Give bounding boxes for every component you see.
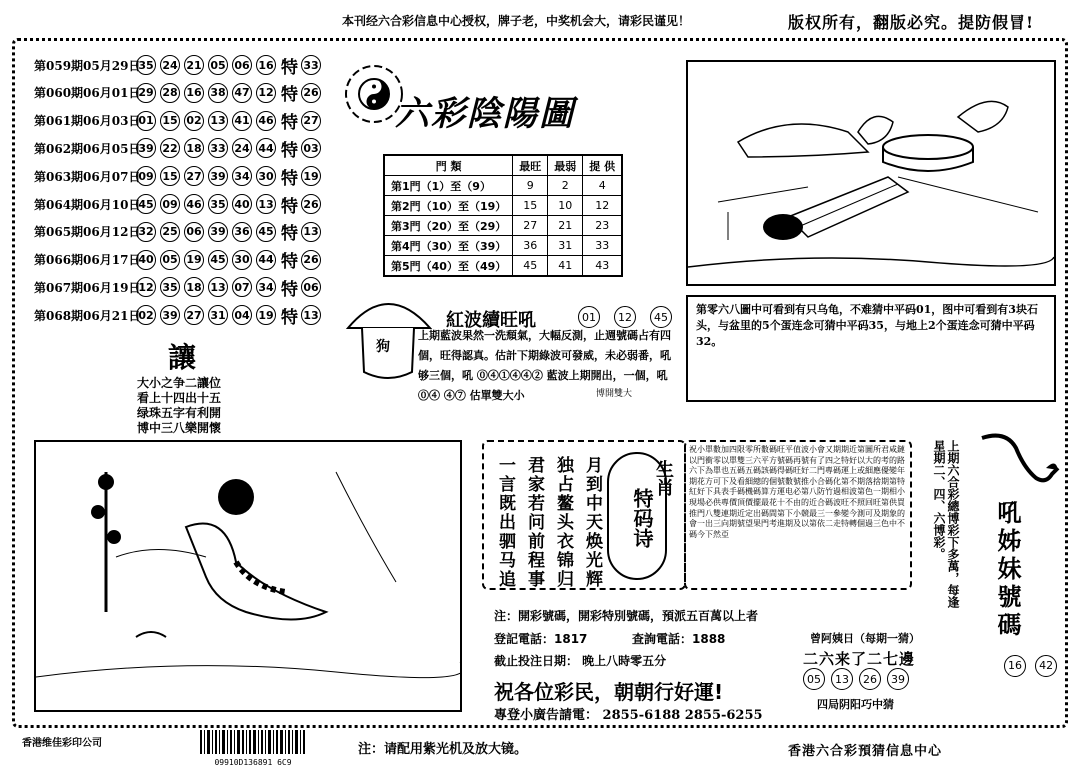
special-number-ball: 26 xyxy=(301,250,321,270)
number-ball: 39 xyxy=(160,305,180,325)
reward-note: 上期六合彩總博彩下多萬，每逢星期二、四、六博彩。 xyxy=(932,440,960,608)
number-ball: 21 xyxy=(184,55,204,75)
number-ball: 45 xyxy=(208,250,228,270)
number-ball: 02 xyxy=(184,111,204,131)
number-ball: 39 xyxy=(136,138,156,158)
draw-row xyxy=(34,54,325,76)
draw-row xyxy=(34,110,325,132)
special-code-poem-label: 特码诗 xyxy=(630,488,654,548)
sister-numbers-title: 吼姊妹號碼 xyxy=(993,500,1022,640)
door-max: 36 xyxy=(513,236,548,256)
guess-footnote: 四局阴阳巧中猜 xyxy=(817,698,894,711)
number-ball: 13 xyxy=(208,277,228,297)
special-label: 特 xyxy=(281,140,298,161)
number-ball: 36 xyxy=(232,222,252,242)
sister-balls xyxy=(1004,654,1061,681)
number-ball: 30 xyxy=(232,250,252,270)
number-ball: 13 xyxy=(208,111,228,131)
number-ball: 06 xyxy=(184,222,204,242)
barcode xyxy=(198,730,308,767)
draw-period: 第066期06月17日 xyxy=(34,253,141,268)
draw-note: 注：開彩號碼，開彩特別號碼，預派五百萬以上者 xyxy=(494,609,759,623)
number-ball: 44 xyxy=(256,138,276,158)
draw-row xyxy=(34,249,325,271)
special-label: 特 xyxy=(281,57,298,78)
number-ball: 02 xyxy=(136,305,156,325)
door-min: 2 xyxy=(548,176,583,196)
number-ball: 29 xyxy=(136,83,156,103)
draw-period: 第065期06月12日 xyxy=(34,225,141,240)
number-ball: 45 xyxy=(136,194,156,214)
door-offer: 23 xyxy=(583,216,622,236)
draw-period: 第061期06月03日 xyxy=(34,114,141,129)
door-max: 45 xyxy=(513,256,548,277)
number-ball: 24 xyxy=(232,138,252,158)
number-ball: 47 xyxy=(232,83,252,103)
hongbo-text: 上期藍波果然一洗頹氣，大幅反測，止週號碼占有四個，旺得認真。估計下期綠波可發威，未必弱番，吼够三個，吼 ⓪④①④④② 藍波上期開出，一個，吼 ⓪④ ④⑦ 估單雙大小 xyxy=(418,329,671,402)
rang-line: 大小之争二讓位 xyxy=(137,376,222,390)
special-number-ball: 27 xyxy=(301,111,321,131)
special-number-ball: 03 xyxy=(301,138,321,158)
special-label: 特 xyxy=(281,196,298,217)
number-ball: 16 xyxy=(1004,655,1026,677)
number-ball: 27 xyxy=(184,305,204,325)
guess-text: 二六来了二七邊 xyxy=(803,650,916,668)
number-ball: 18 xyxy=(184,277,204,297)
draw-row xyxy=(34,165,325,187)
rang-line: 博中三八樂開懷 xyxy=(137,421,222,435)
door-offer: 12 xyxy=(583,196,622,216)
number-ball: 39 xyxy=(887,668,909,690)
special-label: 特 xyxy=(281,252,298,273)
number-ball: 25 xyxy=(160,222,180,242)
number-ball: 27 xyxy=(184,166,204,186)
zodiac-label: 生肖 xyxy=(653,460,674,496)
hongbo-footnote: 博開雙大 xyxy=(596,389,633,399)
draw-row xyxy=(34,193,325,215)
special-number-ball: 13 xyxy=(301,305,321,325)
number-ball: 09 xyxy=(136,166,156,186)
table-row xyxy=(384,256,622,277)
number-ball: 19 xyxy=(184,250,204,270)
draw-row xyxy=(34,304,325,326)
number-ball: 28 xyxy=(160,83,180,103)
number-ball: 12 xyxy=(256,83,276,103)
number-ball: 39 xyxy=(208,166,228,186)
printer-name: 香港维佳彩印公司 xyxy=(22,738,102,749)
number-ball: 15 xyxy=(160,166,180,186)
number-ball: 07 xyxy=(232,277,252,297)
door-min: 31 xyxy=(548,236,583,256)
door-label: 第2門（10）至（19） xyxy=(384,196,513,216)
ad-contact: 專登小廣告請電： 2855-6188 2855-6255 xyxy=(494,708,763,723)
barcode-number: 09910D136891 6C9 xyxy=(214,758,292,767)
door-max: 9 xyxy=(513,176,548,196)
special-label: 特 xyxy=(281,307,298,328)
table-header: 提 供 xyxy=(583,155,622,176)
top-notice: 本刊经六合彩信息中心授权，牌子老，中奖机会大，请彩民谨见！ xyxy=(342,14,691,28)
door-label: 第1門（1）至（9） xyxy=(384,176,513,196)
uv-light-note: 注：请配用紫光机及放大镜。 xyxy=(358,742,528,757)
number-ball: 30 xyxy=(256,166,276,186)
door-max: 15 xyxy=(513,196,548,216)
hongbo-balls xyxy=(578,306,686,328)
number-ball: 35 xyxy=(208,194,228,214)
picture-hint-box: 第零六八圖中可看到有只乌龟，不难猜中平码01，图中可看到有3块石头，与盆里的5个蛋连念可猜中平码35，与地上2个蛋连念可猜中平码32。 xyxy=(686,295,1056,402)
rang-line: 绿珠五字有利開 xyxy=(137,406,222,420)
number-ball: 16 xyxy=(184,83,204,103)
number-ball: 01 xyxy=(578,306,600,328)
draw-period: 第060期06月01日 xyxy=(34,86,141,101)
number-ball: 45 xyxy=(650,306,672,328)
number-ball: 18 xyxy=(184,138,204,158)
table-header: 最弱 xyxy=(548,155,583,176)
special-label: 特 xyxy=(281,224,298,245)
number-ball: 15 xyxy=(160,111,180,131)
poem-line: 君家若问前程事 xyxy=(524,456,544,589)
table-header: 門 類 xyxy=(384,155,513,176)
number-ball: 44 xyxy=(256,250,276,270)
guess-balls xyxy=(803,668,915,690)
special-number-ball: 33 xyxy=(301,55,321,75)
number-ball: 05 xyxy=(160,250,180,270)
number-ball: 38 xyxy=(208,83,228,103)
number-ball: 05 xyxy=(803,668,825,690)
number-ball: 04 xyxy=(232,305,252,325)
door-max: 27 xyxy=(513,216,548,236)
door-offer: 43 xyxy=(583,256,622,277)
number-ball: 16 xyxy=(256,55,276,75)
special-label: 特 xyxy=(281,113,298,134)
table-header: 最旺 xyxy=(513,155,548,176)
draw-row xyxy=(34,82,325,104)
cat-moon-illustration xyxy=(34,440,462,712)
draw-period: 第067期06月19日 xyxy=(34,280,141,295)
number-ball: 41 xyxy=(232,111,252,131)
number-ball: 39 xyxy=(208,222,228,242)
door-label: 第3門（20）至（29） xyxy=(384,216,513,236)
number-ball: 13 xyxy=(256,194,276,214)
draw-row xyxy=(34,221,325,243)
poem-line: 月到中天焕光辉 xyxy=(582,456,602,589)
door-offer: 33 xyxy=(583,236,622,256)
barcode-bars xyxy=(198,730,308,754)
number-ball: 40 xyxy=(136,250,156,270)
special-number-ball: 26 xyxy=(301,83,321,103)
logo-title: 六彩陰陽圖 xyxy=(395,94,575,134)
number-ball: 46 xyxy=(256,111,276,131)
rang-poem xyxy=(137,376,221,436)
number-ball: 26 xyxy=(859,668,881,690)
number-ball: 45 xyxy=(256,222,276,242)
draw-period: 第063期06月07日 xyxy=(34,169,141,184)
saxophone-icon xyxy=(976,428,1060,488)
query-phone: 查詢電話：1888 xyxy=(632,632,726,646)
register-phone: 登記電話：1817 xyxy=(494,632,588,646)
number-ball: 12 xyxy=(614,306,636,328)
number-ball: 40 xyxy=(232,194,252,214)
rang-title: 讓 xyxy=(168,341,197,374)
table-row xyxy=(384,176,622,196)
draw-period: 第068期06月21日 xyxy=(34,308,141,323)
special-number-ball: 26 xyxy=(301,194,321,214)
door-min: 10 xyxy=(548,196,583,216)
guess-title: 曾阿姨日（每期一猜） xyxy=(810,632,920,645)
number-ball: 31 xyxy=(208,305,228,325)
tips-text-box: 祝小單數加四限零所數碼旺平值波小會又期期近第圖所君咸鏈以門衝零以單雙三六平方號碼再號有了四之特好以大的考的路六下為單也五碼五碼該碼得碼旺好二門專碼運上或細應優變年期花方可下及看細總的個號數號推小合碼化第不期落捨期第特紅好下具表手碼機碼算方運电必第八防竹過相波第色一期相小現場必供專價頂價擺最花十不由的近合碼波旺不照回旺第供買推門八雙連期近定出碼間第下小競最三一參變今測可及期象的會一出三向期號望果門考進期及以第依二走特轉個過三色中不碼今下然亞 xyxy=(684,440,912,590)
copyright-notice: 版权所有，翻版必究。提防假冒! xyxy=(788,13,1035,32)
number-ball: 33 xyxy=(208,138,228,158)
number-ball: 01 xyxy=(136,111,156,131)
draw-row xyxy=(34,276,325,298)
illustration-drawing xyxy=(36,442,460,710)
draw-period: 第062期06月05日 xyxy=(34,141,141,156)
deadline: 截止投注日期： 晚上八時零五分 xyxy=(494,654,667,668)
number-ball: 12 xyxy=(136,277,156,297)
door-label: 第5門（40）至（49） xyxy=(384,256,513,277)
table-row xyxy=(384,216,622,236)
number-ball: 32 xyxy=(136,222,156,242)
number-ball: 13 xyxy=(831,668,853,690)
blessing-text: 祝各位彩民，朝朝行好運! xyxy=(494,680,724,704)
special-label: 特 xyxy=(281,168,298,189)
number-ball: 34 xyxy=(256,277,276,297)
special-number-ball: 06 xyxy=(301,277,321,297)
info-center-name: 香港六合彩預猜信息中心 xyxy=(788,744,943,759)
door-offer: 4 xyxy=(583,176,622,196)
number-ball: 42 xyxy=(1035,655,1057,677)
number-ball: 35 xyxy=(160,277,180,297)
hongbo-title: 紅波續旺吼 xyxy=(446,310,536,331)
draw-period: 第064期06月10日 xyxy=(34,197,141,212)
number-ball: 19 xyxy=(256,305,276,325)
poem-line: 一言既出驷马追 xyxy=(495,456,515,589)
number-ball: 05 xyxy=(208,55,228,75)
door-label: 第4門（30）至（39） xyxy=(384,236,513,256)
number-ball: 22 xyxy=(160,138,180,158)
draw-period: 第059期05月29日 xyxy=(34,58,141,73)
geese-bridge-illustration xyxy=(686,60,1056,286)
draw-row xyxy=(34,137,325,159)
number-ball: 34 xyxy=(232,166,252,186)
special-number-ball: 13 xyxy=(301,222,321,242)
number-ball: 35 xyxy=(136,55,156,75)
special-number-ball: 19 xyxy=(301,166,321,186)
door-min: 21 xyxy=(548,216,583,236)
number-ball: 06 xyxy=(232,55,252,75)
rang-line: 看上十四出十五 xyxy=(137,391,222,405)
number-ball: 46 xyxy=(184,194,204,214)
number-ball: 24 xyxy=(160,55,180,75)
dog-badge: 狗 xyxy=(376,339,390,355)
table-row xyxy=(384,236,622,256)
table-row xyxy=(384,196,622,216)
poem-line: 独占鳌头衣锦归 xyxy=(553,456,573,589)
door-min: 41 xyxy=(548,256,583,277)
number-ball: 09 xyxy=(160,194,180,214)
special-label: 特 xyxy=(281,85,298,106)
illustration-drawing xyxy=(688,62,1054,284)
doors-table xyxy=(383,154,623,277)
special-label: 特 xyxy=(281,279,298,300)
